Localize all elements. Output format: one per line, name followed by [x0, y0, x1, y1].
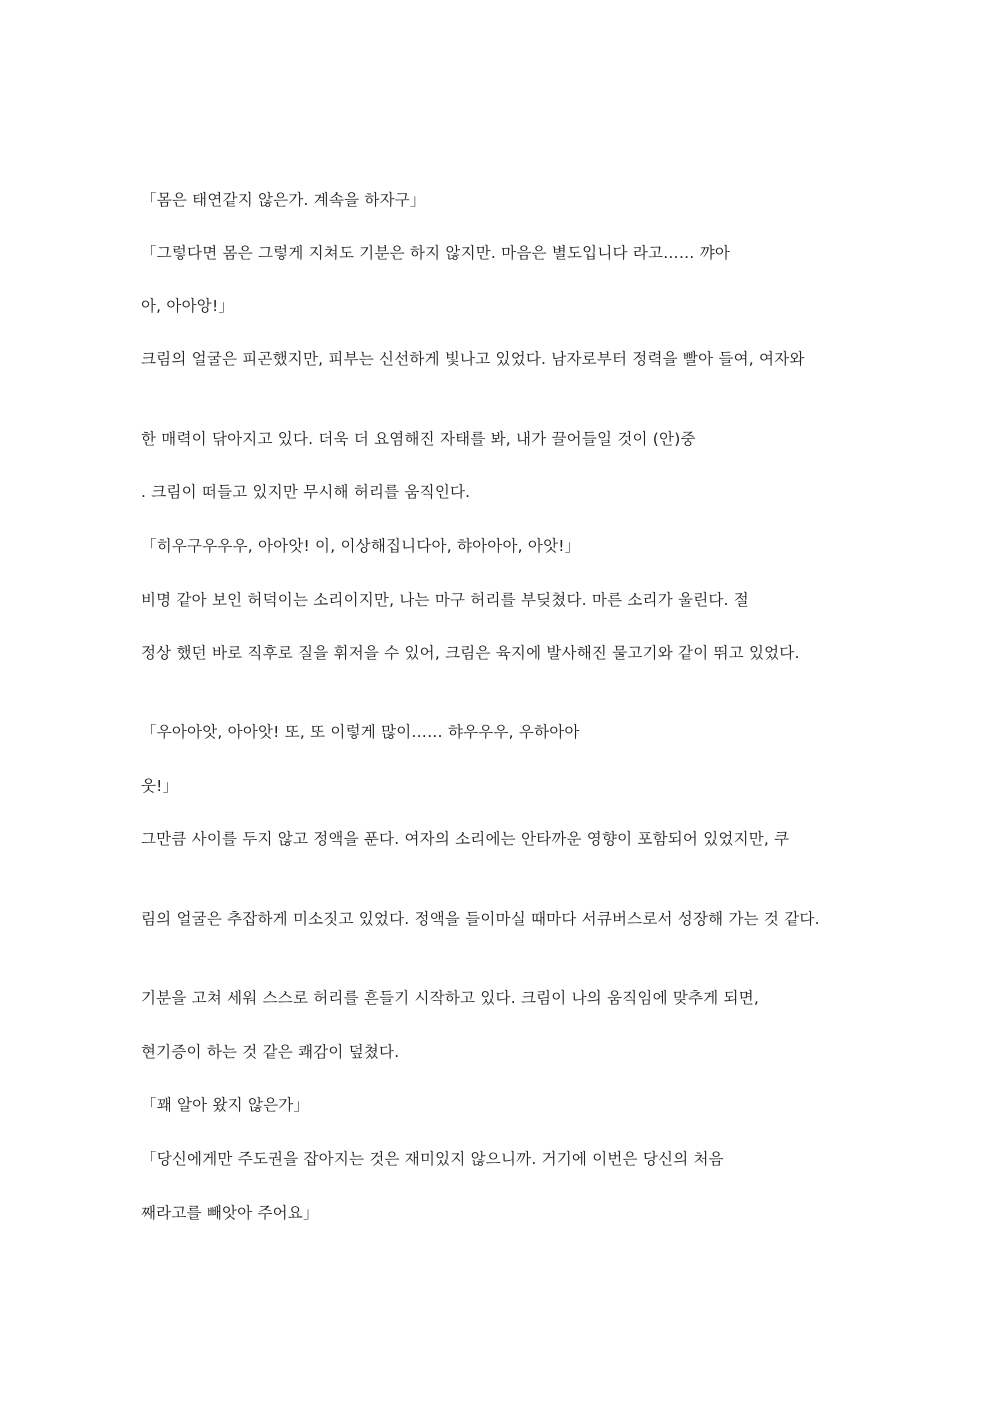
paragraph-line: 「당신에게만 주도권을 잡아지는 것은 재미있지 않으니까. 거기에 이번은 당신의 처음 — [141, 1150, 724, 1168]
paragraph-line: 「우아아앗, 아아앗! 또, 또 이렇게 많이…… 햐우우우, 우하아아 — [141, 723, 580, 741]
paragraph-line: 「꽤 알아 왔지 않은가」 — [141, 1096, 310, 1114]
paragraph-line: 째라고를 빼앗아 주어요」 — [141, 1204, 319, 1222]
paragraph-line: 「그렇다면 몸은 그렇게 지쳐도 기분은 하지 않지만. 마음은 별도입니다 라고…… 꺄아 — [141, 244, 731, 262]
paragraph-line: 크림의 얼굴은 피곤했지만, 피부는 신선하게 빛나고 있었다. 남자로부터 정력을 빨아 들여, 여자와 — [141, 350, 805, 368]
paragraph-line: 「몸은 태연같지 않은가. 계속을 하자구」 — [141, 191, 426, 209]
paragraph-line: 기분을 고쳐 세워 스스로 허리를 흔들기 시작하고 있다. 크림이 나의 움직임에 맞추게 되면, — [141, 989, 760, 1007]
paragraph-line: . 크림이 떠들고 있지만 무시해 허리를 움직인다. — [141, 483, 471, 501]
paragraph-line: 현기증이 하는 것 같은 쾌감이 덮쳤다. — [141, 1043, 400, 1061]
paragraph-line: 정상 했던 바로 직후로 질을 휘저을 수 있어, 크림은 육지에 발사해진 물고기와 같이 뛰고 있었다. — [141, 644, 800, 662]
paragraph-line: 웃!」 — [141, 777, 179, 795]
paragraph-line: 「히우구우우우, 아아앗! 이, 이상해집니다아, 햐아아아, 아앗!」 — [141, 537, 581, 555]
paragraph-line: 비명 같아 보인 허덕이는 소리이지만, 나는 마구 허리를 부딪쳤다. 마른 소리가 울린다. 절 — [141, 591, 749, 609]
paragraph-line: 아, 아아앙!」 — [141, 297, 235, 315]
paragraph-line: 한 매력이 닦아지고 있다. 더욱 더 요염해진 자태를 봐, 내가 끌어들일 것이 (안)중 — [141, 430, 696, 448]
paragraph-line: 림의 얼굴은 추잡하게 미소짓고 있었다. 정액을 들이마실 때마다 서큐버스로서 성장해 가는 것 같다. — [141, 910, 820, 928]
paragraph-line: 그만큼 사이를 두지 않고 정액을 푼다. 여자의 소리에는 안타까운 영향이 포함되어 있었지만, 쿠 — [141, 830, 790, 848]
